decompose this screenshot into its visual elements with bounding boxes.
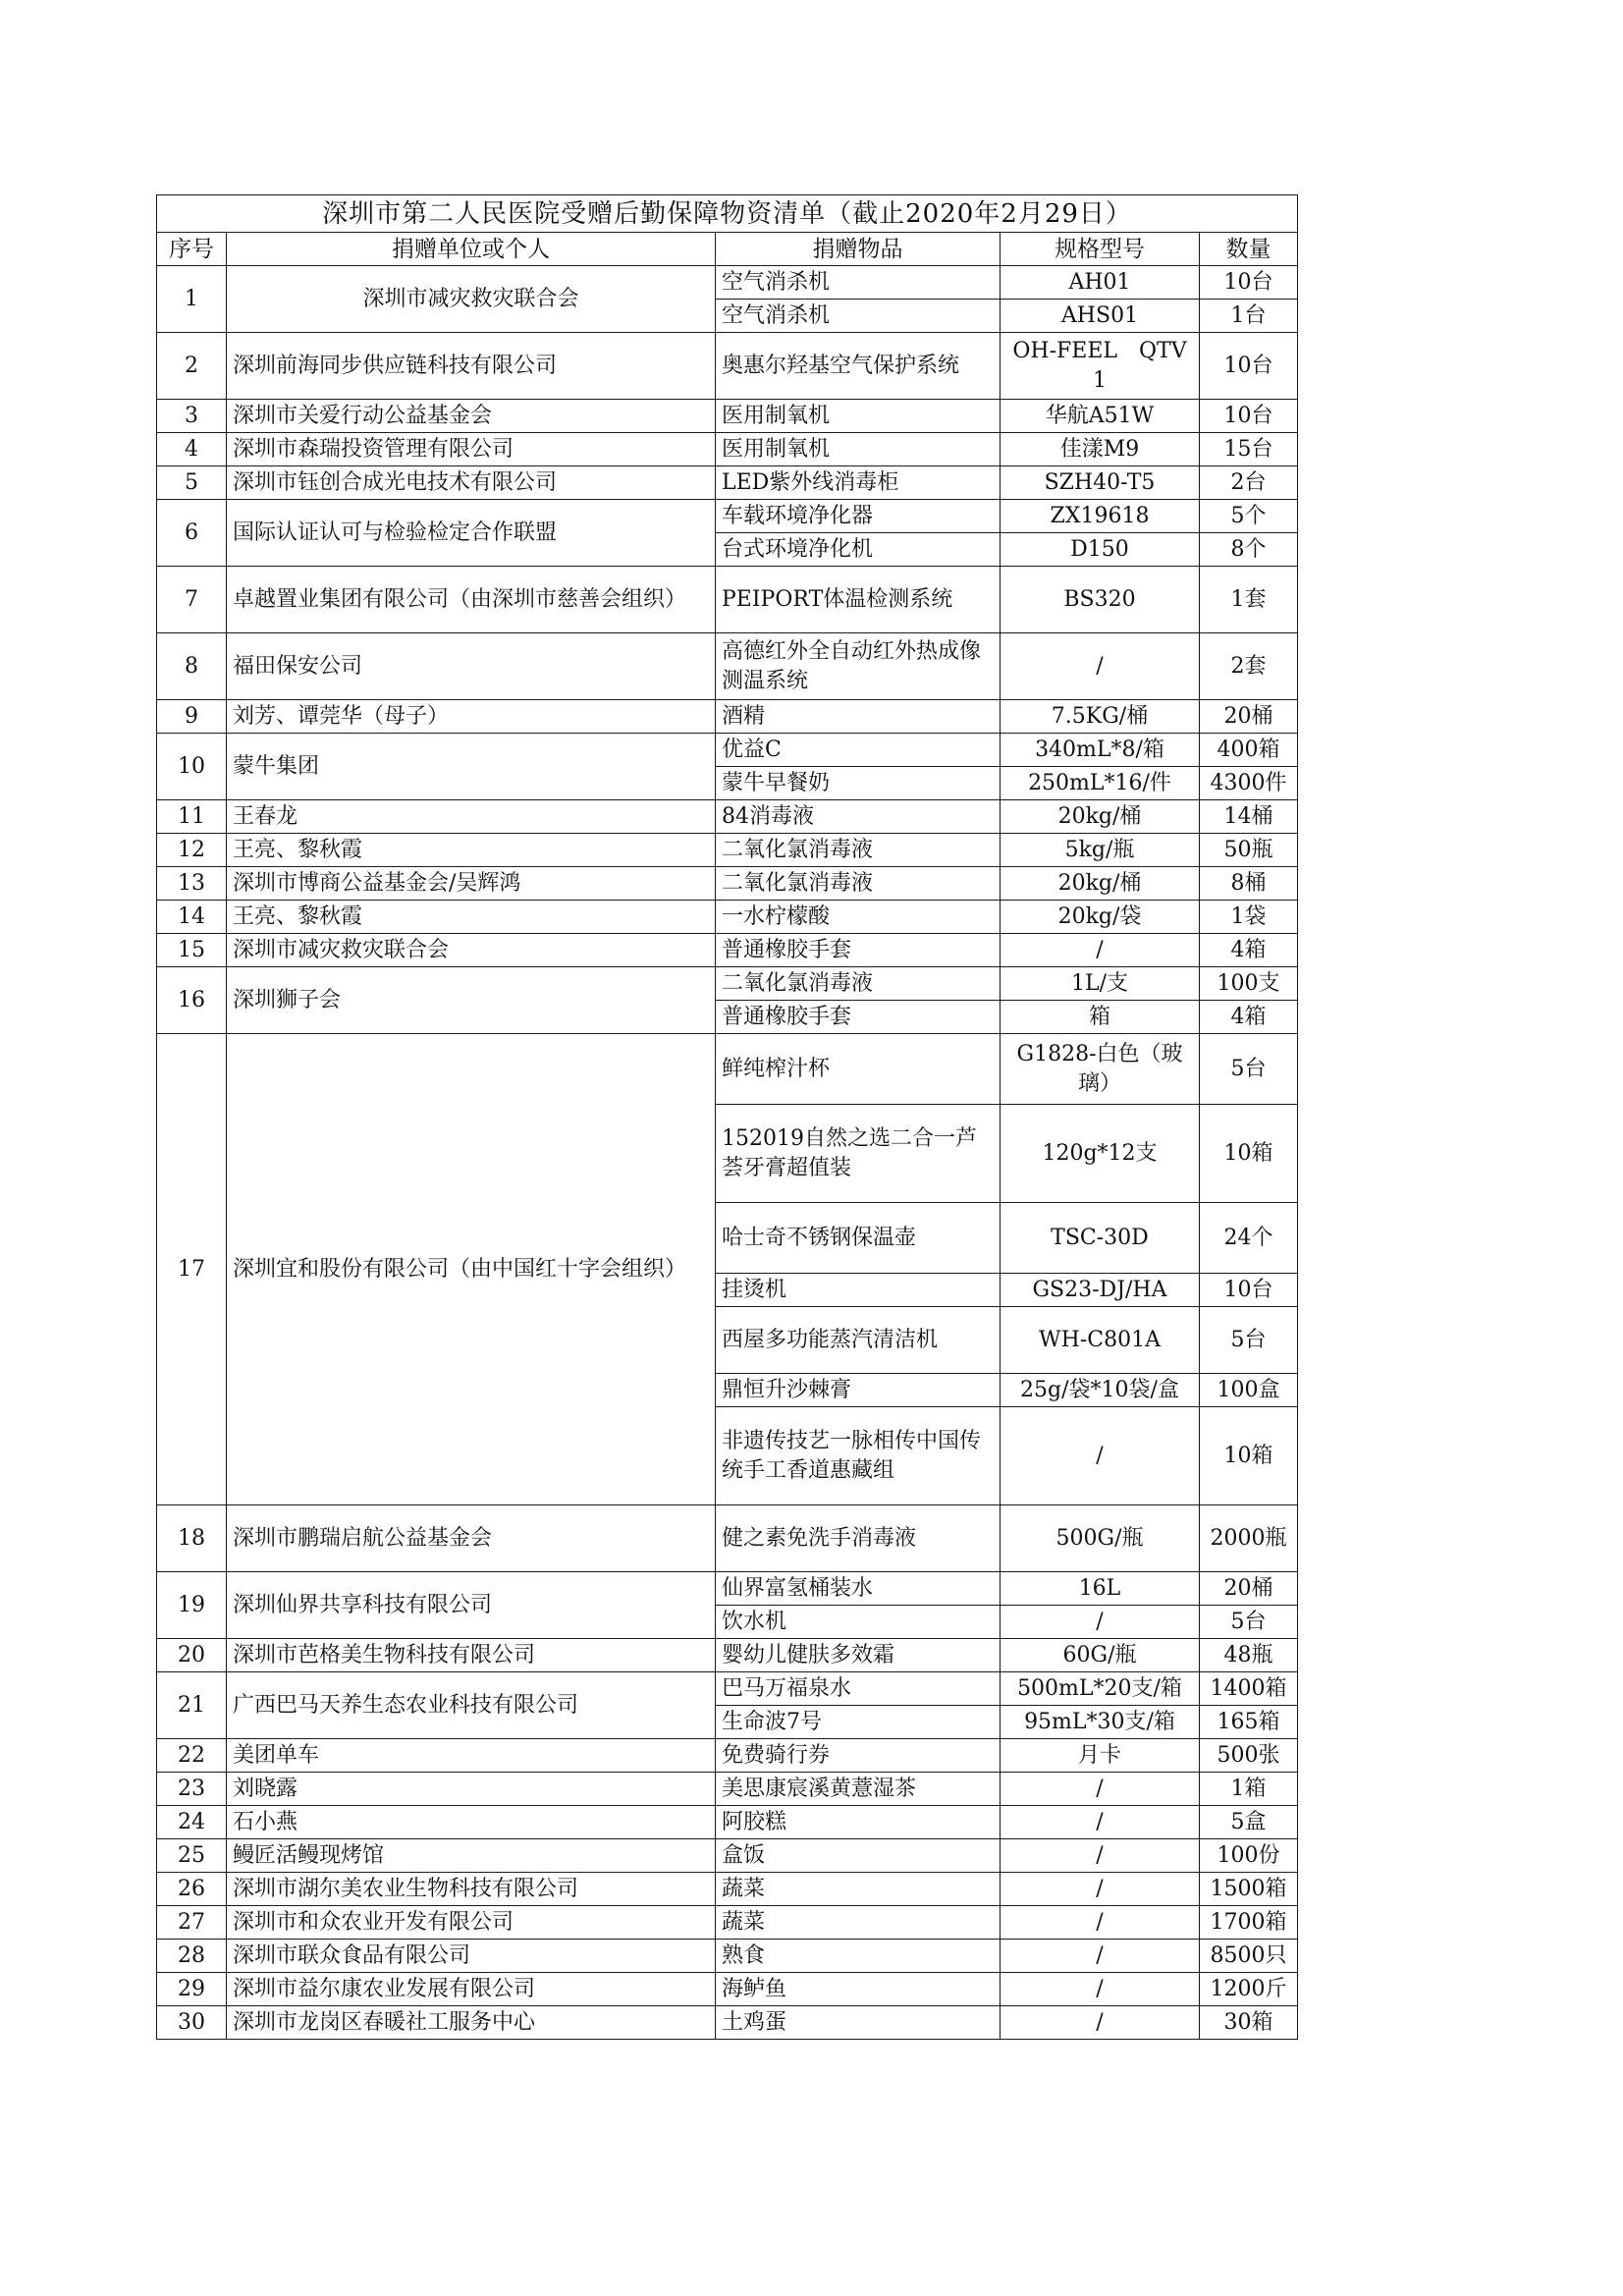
donor-cell: 深圳市益尔康农业发展有限公司 bbox=[227, 1973, 716, 2006]
item-cell: 台式环境净化机 bbox=[716, 533, 1001, 567]
row-number: 7 bbox=[157, 567, 227, 633]
table-row bbox=[157, 734, 1298, 767]
item-cell: 西屋多功能蒸汽清洁机 bbox=[716, 1307, 1001, 1374]
qty-cell: 8500只 bbox=[1200, 1940, 1298, 1973]
table-row bbox=[157, 400, 1298, 433]
table-row bbox=[157, 1639, 1298, 1672]
table-row bbox=[157, 2006, 1298, 2040]
table-row bbox=[157, 1773, 1298, 1806]
qty-cell: 10台 bbox=[1200, 1274, 1298, 1307]
qty-cell: 500张 bbox=[1200, 1739, 1298, 1773]
qty-cell: 400箱 bbox=[1200, 734, 1298, 767]
item-cell: 挂烫机 bbox=[716, 1274, 1001, 1307]
item-cell: 蔬菜 bbox=[716, 1906, 1001, 1940]
item-cell: 二氧化氯消毒液 bbox=[716, 834, 1001, 867]
spec-cell: 月卡 bbox=[1001, 1739, 1200, 1773]
table-row bbox=[157, 834, 1298, 867]
row-number: 20 bbox=[157, 1639, 227, 1672]
qty-cell: 4箱 bbox=[1200, 1001, 1298, 1034]
donation-table bbox=[156, 194, 1298, 2040]
row-number: 10 bbox=[157, 734, 227, 800]
qty-cell: 100支 bbox=[1200, 967, 1298, 1001]
item-cell: 鼎恒升沙棘膏 bbox=[716, 1374, 1001, 1407]
row-number: 17 bbox=[157, 1034, 227, 1505]
qty-cell: 4箱 bbox=[1200, 934, 1298, 967]
spec-cell: 95mL*30支/箱 bbox=[1001, 1706, 1200, 1739]
spec-cell: GS23-DJ/HA bbox=[1001, 1274, 1200, 1307]
spec-cell: AHS01 bbox=[1001, 300, 1200, 333]
item-cell: 高德红外全自动红外热成像测温系统 bbox=[716, 633, 1001, 700]
donor-cell: 王亮、黎秋霞 bbox=[227, 834, 716, 867]
spec-cell: / bbox=[1001, 1773, 1200, 1806]
spec-cell: / bbox=[1001, 934, 1200, 967]
donor-cell: 深圳市博商公益基金会/吴辉鸿 bbox=[227, 867, 716, 901]
header-spec: 规格型号 bbox=[1001, 233, 1200, 266]
row-number: 16 bbox=[157, 967, 227, 1034]
donor-cell: 刘芳、谭莞华（母子） bbox=[227, 700, 716, 734]
donor-cell: 深圳市湖尔美农业生物科技有限公司 bbox=[227, 1873, 716, 1906]
table-title: 深圳市第二人民医院受赠后勤保障物资清单（截止2020年2月29日） bbox=[157, 195, 1298, 233]
item-cell: 空气消杀机 bbox=[716, 300, 1001, 333]
spec-cell: 25g/袋*10袋/盒 bbox=[1001, 1374, 1200, 1407]
item-cell: 84消毒液 bbox=[716, 800, 1001, 834]
qty-cell: 10箱 bbox=[1200, 1407, 1298, 1505]
item-cell: 健之素免洗手消毒液 bbox=[716, 1505, 1001, 1572]
qty-cell: 5个 bbox=[1200, 500, 1298, 533]
spec-cell: / bbox=[1001, 1873, 1200, 1906]
item-cell: 熟食 bbox=[716, 1940, 1001, 1973]
item-cell: 医用制氧机 bbox=[716, 400, 1001, 433]
qty-cell: 1400箱 bbox=[1200, 1672, 1298, 1706]
table-row bbox=[157, 266, 1298, 300]
spec-cell: / bbox=[1001, 1973, 1200, 2006]
qty-cell: 5盒 bbox=[1200, 1806, 1298, 1839]
table-row bbox=[157, 633, 1298, 700]
row-number: 9 bbox=[157, 700, 227, 734]
item-cell: 152019自然之选二合一芦荟牙膏超值装 bbox=[716, 1105, 1001, 1203]
qty-cell: 5台 bbox=[1200, 1606, 1298, 1639]
header-no: 序号 bbox=[157, 233, 227, 266]
item-cell: 优益C bbox=[716, 734, 1001, 767]
spec-cell: 20kg/桶 bbox=[1001, 800, 1200, 834]
table-row bbox=[157, 567, 1298, 633]
row-number: 4 bbox=[157, 433, 227, 466]
item-cell: 婴幼儿健肤多效霜 bbox=[716, 1639, 1001, 1672]
qty-cell: 10台 bbox=[1200, 266, 1298, 300]
qty-cell: 10箱 bbox=[1200, 1105, 1298, 1203]
row-number: 27 bbox=[157, 1906, 227, 1940]
table-row bbox=[157, 1940, 1298, 1973]
spec-cell: AH01 bbox=[1001, 266, 1200, 300]
qty-cell: 5台 bbox=[1200, 1034, 1298, 1105]
item-cell: 医用制氧机 bbox=[716, 433, 1001, 466]
row-number: 30 bbox=[157, 2006, 227, 2040]
table-row bbox=[157, 1873, 1298, 1906]
row-number: 26 bbox=[157, 1873, 227, 1906]
spec-cell: BS320 bbox=[1001, 567, 1200, 633]
row-number: 2 bbox=[157, 333, 227, 400]
row-number: 14 bbox=[157, 901, 227, 934]
row-number: 6 bbox=[157, 500, 227, 567]
header-qty: 数量 bbox=[1200, 233, 1298, 266]
spec-cell: WH-C801A bbox=[1001, 1307, 1200, 1374]
table-row bbox=[157, 500, 1298, 533]
table-body bbox=[157, 266, 1298, 2040]
table-row bbox=[157, 1034, 1298, 1105]
qty-cell: 165箱 bbox=[1200, 1706, 1298, 1739]
qty-cell: 24个 bbox=[1200, 1203, 1298, 1274]
donor-cell: 广西巴马天养生态农业科技有限公司 bbox=[227, 1672, 716, 1739]
spec-cell: 1L/支 bbox=[1001, 967, 1200, 1001]
spec-cell: / bbox=[1001, 1606, 1200, 1639]
donor-cell: 深圳市减灾救灾联合会 bbox=[227, 266, 716, 333]
spec-cell: / bbox=[1001, 2006, 1200, 2040]
spec-cell: TSC-30D bbox=[1001, 1203, 1200, 1274]
donor-cell: 福田保安公司 bbox=[227, 633, 716, 700]
donor-cell: 深圳市钰创合成光电技术有限公司 bbox=[227, 466, 716, 500]
donor-cell: 深圳市联众食品有限公司 bbox=[227, 1940, 716, 1973]
qty-cell: 2套 bbox=[1200, 633, 1298, 700]
donor-cell: 深圳市关爱行动公益基金会 bbox=[227, 400, 716, 433]
donor-cell: 深圳前海同步供应链科技有限公司 bbox=[227, 333, 716, 400]
table-row bbox=[157, 1973, 1298, 2006]
qty-cell: 50瓶 bbox=[1200, 834, 1298, 867]
donor-cell: 深圳仙界共享科技有限公司 bbox=[227, 1572, 716, 1639]
spec-cell: / bbox=[1001, 1839, 1200, 1873]
spec-cell: / bbox=[1001, 1806, 1200, 1839]
donor-cell: 王春龙 bbox=[227, 800, 716, 834]
item-cell: 海鲈鱼 bbox=[716, 1973, 1001, 2006]
item-cell: 蔬菜 bbox=[716, 1873, 1001, 1906]
row-number: 18 bbox=[157, 1505, 227, 1572]
spec-cell: D150 bbox=[1001, 533, 1200, 567]
spec-cell: ZX19618 bbox=[1001, 500, 1200, 533]
header-donor: 捐赠单位或个人 bbox=[227, 233, 716, 266]
row-number: 8 bbox=[157, 633, 227, 700]
header-item: 捐赠物品 bbox=[716, 233, 1001, 266]
item-cell: 非遗传技艺一脉相传中国传统手工香道惠藏组 bbox=[716, 1407, 1001, 1505]
item-cell: 盒饭 bbox=[716, 1839, 1001, 1873]
donor-cell: 深圳狮子会 bbox=[227, 967, 716, 1034]
qty-cell: 1箱 bbox=[1200, 1773, 1298, 1806]
spec-cell: 500mL*20支/箱 bbox=[1001, 1672, 1200, 1706]
row-number: 15 bbox=[157, 934, 227, 967]
donor-cell: 刘晓露 bbox=[227, 1773, 716, 1806]
row-number: 28 bbox=[157, 1940, 227, 1973]
item-cell: 免费骑行券 bbox=[716, 1739, 1001, 1773]
item-cell: 一水柠檬酸 bbox=[716, 901, 1001, 934]
donor-cell: 深圳宜和股份有限公司（由中国红十字会组织） bbox=[227, 1034, 716, 1505]
spec-cell: / bbox=[1001, 633, 1200, 700]
spec-cell: 7.5KG/桶 bbox=[1001, 700, 1200, 734]
qty-cell: 1套 bbox=[1200, 567, 1298, 633]
item-cell: 阿胶糕 bbox=[716, 1806, 1001, 1839]
spec-cell: 250mL*16/件 bbox=[1001, 767, 1200, 800]
donor-cell: 国际认证认可与检验检定合作联盟 bbox=[227, 500, 716, 567]
item-cell: 鲜纯榨汁杯 bbox=[716, 1034, 1001, 1105]
qty-cell: 14桶 bbox=[1200, 800, 1298, 834]
donor-cell: 王亮、黎秋霞 bbox=[227, 901, 716, 934]
row-number: 21 bbox=[157, 1672, 227, 1739]
table-row bbox=[157, 934, 1298, 967]
table-row bbox=[157, 433, 1298, 466]
donor-cell: 深圳市减灾救灾联合会 bbox=[227, 934, 716, 967]
spec-cell: OH-FEEL QTV1 bbox=[1001, 333, 1200, 400]
table-row bbox=[157, 1672, 1298, 1706]
qty-cell: 1500箱 bbox=[1200, 1873, 1298, 1906]
qty-cell: 1台 bbox=[1200, 300, 1298, 333]
spec-cell: 120g*12支 bbox=[1001, 1105, 1200, 1203]
qty-cell: 8个 bbox=[1200, 533, 1298, 567]
spec-cell: / bbox=[1001, 1906, 1200, 1940]
row-number: 24 bbox=[157, 1806, 227, 1839]
row-number: 19 bbox=[157, 1572, 227, 1639]
item-cell: 蒙牛早餐奶 bbox=[716, 767, 1001, 800]
item-cell: 巴马万福泉水 bbox=[716, 1672, 1001, 1706]
row-number: 22 bbox=[157, 1739, 227, 1773]
item-cell: 美思康宸溪黄薏湿茶 bbox=[716, 1773, 1001, 1806]
item-cell: 仙界富氢桶装水 bbox=[716, 1572, 1001, 1606]
qty-cell: 20桶 bbox=[1200, 1572, 1298, 1606]
item-cell: 奥惠尔羟基空气保护系统 bbox=[716, 333, 1001, 400]
spec-cell: 16L bbox=[1001, 1572, 1200, 1606]
qty-cell: 10台 bbox=[1200, 400, 1298, 433]
spec-cell: G1828-白色（玻璃） bbox=[1001, 1034, 1200, 1105]
item-cell: 饮水机 bbox=[716, 1606, 1001, 1639]
table-row bbox=[157, 867, 1298, 901]
table-row bbox=[157, 1572, 1298, 1606]
item-cell: 土鸡蛋 bbox=[716, 2006, 1001, 2040]
row-number: 12 bbox=[157, 834, 227, 867]
spec-cell: 20kg/桶 bbox=[1001, 867, 1200, 901]
row-number: 23 bbox=[157, 1773, 227, 1806]
qty-cell: 2000瓶 bbox=[1200, 1505, 1298, 1572]
spec-cell: 20kg/袋 bbox=[1001, 901, 1200, 934]
qty-cell: 2台 bbox=[1200, 466, 1298, 500]
qty-cell: 1200斤 bbox=[1200, 1973, 1298, 2006]
row-number: 29 bbox=[157, 1973, 227, 2006]
qty-cell: 20桶 bbox=[1200, 700, 1298, 734]
item-cell: 生命波7号 bbox=[716, 1706, 1001, 1739]
qty-cell: 8桶 bbox=[1200, 867, 1298, 901]
table-row bbox=[157, 800, 1298, 834]
donor-cell: 蒙牛集团 bbox=[227, 734, 716, 800]
qty-cell: 30箱 bbox=[1200, 2006, 1298, 2040]
donor-cell: 深圳市鹏瑞启航公益基金会 bbox=[227, 1505, 716, 1572]
table-row bbox=[157, 700, 1298, 734]
row-number: 13 bbox=[157, 867, 227, 901]
item-cell: PEIPORT体温检测系统 bbox=[716, 567, 1001, 633]
donor-cell: 鳗匠活鳗现烤馆 bbox=[227, 1839, 716, 1873]
qty-cell: 10台 bbox=[1200, 333, 1298, 400]
donor-cell: 卓越置业集团有限公司（由深圳市慈善会组织） bbox=[227, 567, 716, 633]
item-cell: 二氧化氯消毒液 bbox=[716, 867, 1001, 901]
qty-cell: 15台 bbox=[1200, 433, 1298, 466]
qty-cell: 100盒 bbox=[1200, 1374, 1298, 1407]
qty-cell: 100份 bbox=[1200, 1839, 1298, 1873]
item-cell: 哈士奇不锈钢保温壶 bbox=[716, 1203, 1001, 1274]
qty-cell: 1袋 bbox=[1200, 901, 1298, 934]
spec-cell: 箱 bbox=[1001, 1001, 1200, 1034]
spec-cell: 华航A51W bbox=[1001, 400, 1200, 433]
donor-cell: 深圳市和众农业开发有限公司 bbox=[227, 1906, 716, 1940]
qty-cell: 5台 bbox=[1200, 1307, 1298, 1374]
spec-cell: / bbox=[1001, 1407, 1200, 1505]
item-cell: LED紫外线消毒柜 bbox=[716, 466, 1001, 500]
qty-cell: 4300件 bbox=[1200, 767, 1298, 800]
spec-cell: 340mL*8/箱 bbox=[1001, 734, 1200, 767]
spec-cell: 佳漾M9 bbox=[1001, 433, 1200, 466]
spec-cell: / bbox=[1001, 1940, 1200, 1973]
spec-cell: 5kg/瓶 bbox=[1001, 834, 1200, 867]
spec-cell: SZH40-T5 bbox=[1001, 466, 1200, 500]
table-row bbox=[157, 333, 1298, 400]
spec-cell: 60G/瓶 bbox=[1001, 1639, 1200, 1672]
row-number: 11 bbox=[157, 800, 227, 834]
spec-cell: 500G/瓶 bbox=[1001, 1505, 1200, 1572]
table-row bbox=[157, 1839, 1298, 1873]
item-cell: 车载环境净化器 bbox=[716, 500, 1001, 533]
row-number: 25 bbox=[157, 1839, 227, 1873]
donor-cell: 美团单车 bbox=[227, 1739, 716, 1773]
donor-cell: 石小燕 bbox=[227, 1806, 716, 1839]
donor-cell: 深圳市芭格美生物科技有限公司 bbox=[227, 1639, 716, 1672]
table-row bbox=[157, 1505, 1298, 1572]
table-row bbox=[157, 1906, 1298, 1940]
item-cell: 酒精 bbox=[716, 700, 1001, 734]
donor-cell: 深圳市龙岗区春暖社工服务中心 bbox=[227, 2006, 716, 2040]
table-row bbox=[157, 901, 1298, 934]
table-row bbox=[157, 1806, 1298, 1839]
row-number: 1 bbox=[157, 266, 227, 333]
qty-cell: 1700箱 bbox=[1200, 1906, 1298, 1940]
item-cell: 空气消杀机 bbox=[716, 266, 1001, 300]
item-cell: 普通橡胶手套 bbox=[716, 1001, 1001, 1034]
table-row bbox=[157, 1739, 1298, 1773]
qty-cell: 48瓶 bbox=[1200, 1639, 1298, 1672]
item-cell: 普通橡胶手套 bbox=[716, 934, 1001, 967]
table-row bbox=[157, 967, 1298, 1001]
row-number: 3 bbox=[157, 400, 227, 433]
donor-cell: 深圳市森瑞投资管理有限公司 bbox=[227, 433, 716, 466]
table-row bbox=[157, 466, 1298, 500]
row-number: 5 bbox=[157, 466, 227, 500]
item-cell: 二氧化氯消毒液 bbox=[716, 967, 1001, 1001]
